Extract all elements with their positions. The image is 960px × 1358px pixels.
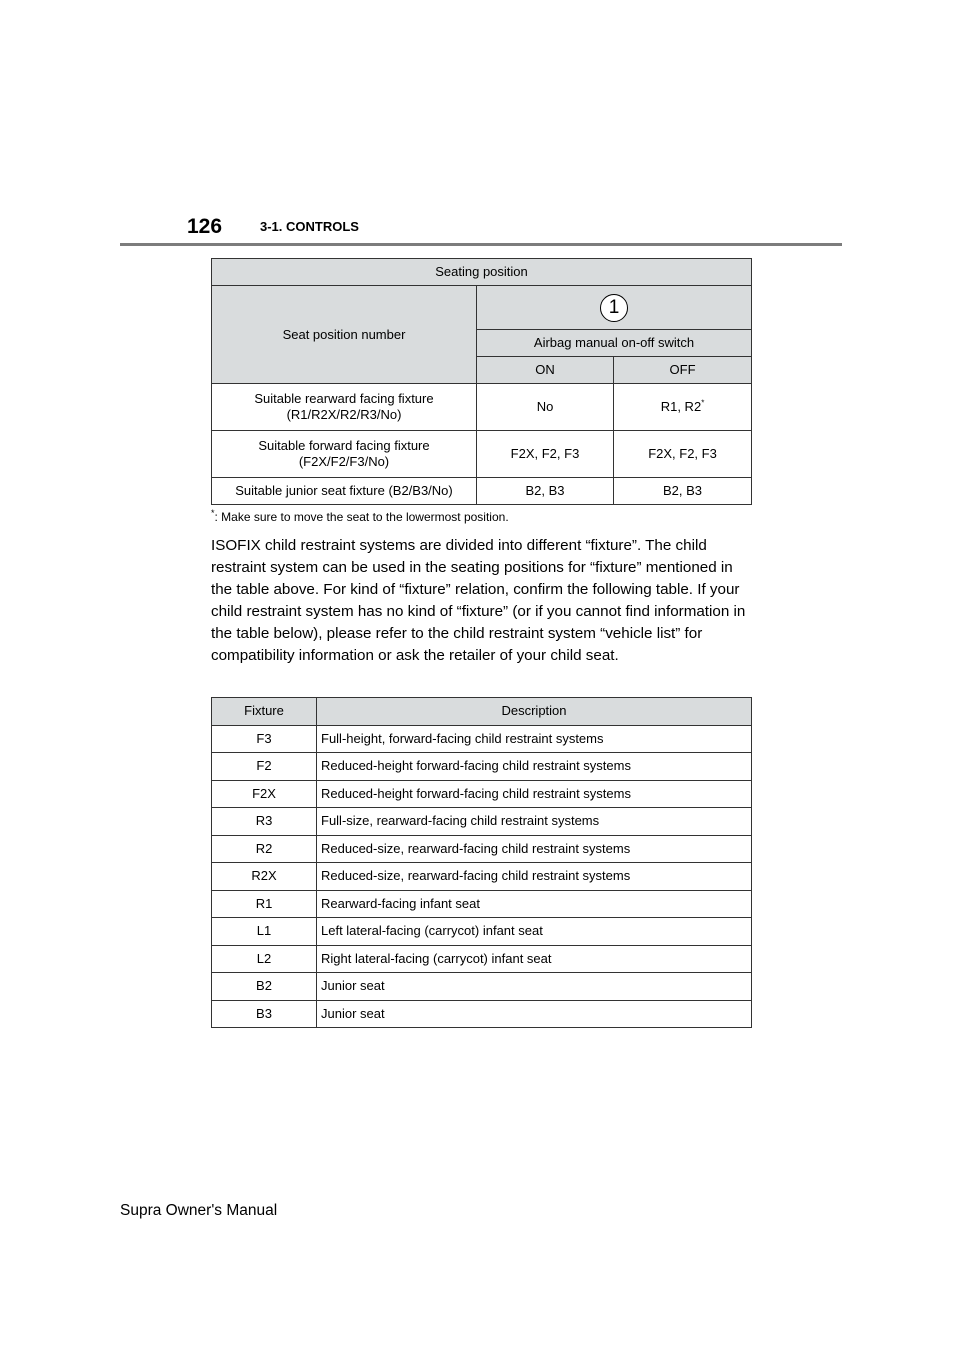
off-value: B2, B3 [614,478,752,505]
fixture-column-header: Fixture [212,698,317,726]
fixture-description: Junior seat [317,1000,752,1028]
table-row [212,973,752,1001]
fixture-code: R2X [212,863,317,891]
fixture-code: F2 [212,753,317,781]
fixture-cell [212,384,477,431]
fixture-code: B2 [212,973,317,1001]
table-row [212,780,752,808]
fixture-code: F3 [212,725,317,753]
fixture-description: Reduced-height forward-facing child restraint systems [317,753,752,781]
fixture-code: B3 [212,1000,317,1028]
fixture-description: Reduced-size, rearward-facing child restraint systems [317,835,752,863]
fixture-line: Suitable forward facing fixture [258,438,430,453]
off-value: F2X, F2, F3 [614,431,752,478]
fixture-description: Left lateral-facing (carrycot) infant seat [317,918,752,946]
fixture-table-body [212,725,752,1028]
fixture-description: Reduced-height forward-facing child restraint systems [317,780,752,808]
fixture-line: (R1/R2X/R2/R3/No) [286,407,402,422]
fixture-description: Rearward-facing infant seat [317,890,752,918]
fixture-description: Junior seat [317,973,752,1001]
footnote [211,510,509,524]
table-row [212,431,752,478]
on-value: B2, B3 [477,478,614,505]
fixture-description-table [211,697,752,1028]
footer-manual-title: Supra Owner's Manual [120,1202,278,1219]
fixture-description: Right lateral-facing (carrycot) infant seat [317,945,752,973]
airbag-switch-label: Airbag manual on-off switch [477,330,752,357]
fixture-cell: Suitable junior seat fixture (B2/B3/No) [212,478,477,505]
body-paragraph: ISOFIX child restraint systems are divided into different “fixture”. The child restraint system can be used in the seating positions for “fixture” mentioned in the table above. For kind of “fixture” relation, confirm the following table. If your child restraint system has no kind of “fixture” (or if you cannot find information in the table below), please refer to the child restraint system “vehicle list” for compatibility information or ask the retailer of your child seat. [211,537,746,664]
fixture-description: Full-size, rearward-facing child restraint systems [317,808,752,836]
on-value: No [477,384,614,431]
footnote-text: : Make sure to move the seat to the lowermost position. [214,510,509,524]
page-number: 126 [187,215,223,238]
seat-number-circle-icon: 1 [600,294,628,322]
table-row [212,725,752,753]
table-row [212,478,752,505]
table-row [212,808,752,836]
fixture-line: (F2X/F2/F3/No) [298,454,390,469]
off-column-header: OFF [614,357,752,384]
fixture-code: L1 [212,918,317,946]
seating-position-heading: Seating position [212,259,752,286]
fixture-cell [212,431,477,478]
table-row [212,384,752,431]
table-row [212,945,752,973]
seat-position-number-label: Seat position number [212,286,477,384]
fixture-code: R2 [212,835,317,863]
table-row [212,890,752,918]
description-column-header: Description [317,698,752,726]
seating-position-table [211,258,752,505]
table-row [212,918,752,946]
off-value: R1, R2 [660,399,702,414]
section-title: 3-1. CONTROLS [260,219,359,234]
fixture-description: Full-height, forward-facing child restraint systems [317,725,752,753]
fixture-code: R3 [212,808,317,836]
table-row [212,863,752,891]
seat-number-cell [477,286,752,330]
on-column-header: ON [477,357,614,384]
table-row [212,753,752,781]
fixture-line: Suitable rearward facing fixture [254,391,434,406]
header-divider [120,243,842,246]
off-value-cell [614,384,752,431]
fixture-code: L2 [212,945,317,973]
footnote-mark: * [211,508,215,518]
table-row [212,1000,752,1028]
fixture-code: R1 [212,890,317,918]
fixture-code: F2X [212,780,317,808]
fixture-description: Reduced-size, rearward-facing child restraint systems [317,863,752,891]
footnote-mark: * [701,398,705,408]
table-row [212,835,752,863]
on-value: F2X, F2, F3 [477,431,614,478]
